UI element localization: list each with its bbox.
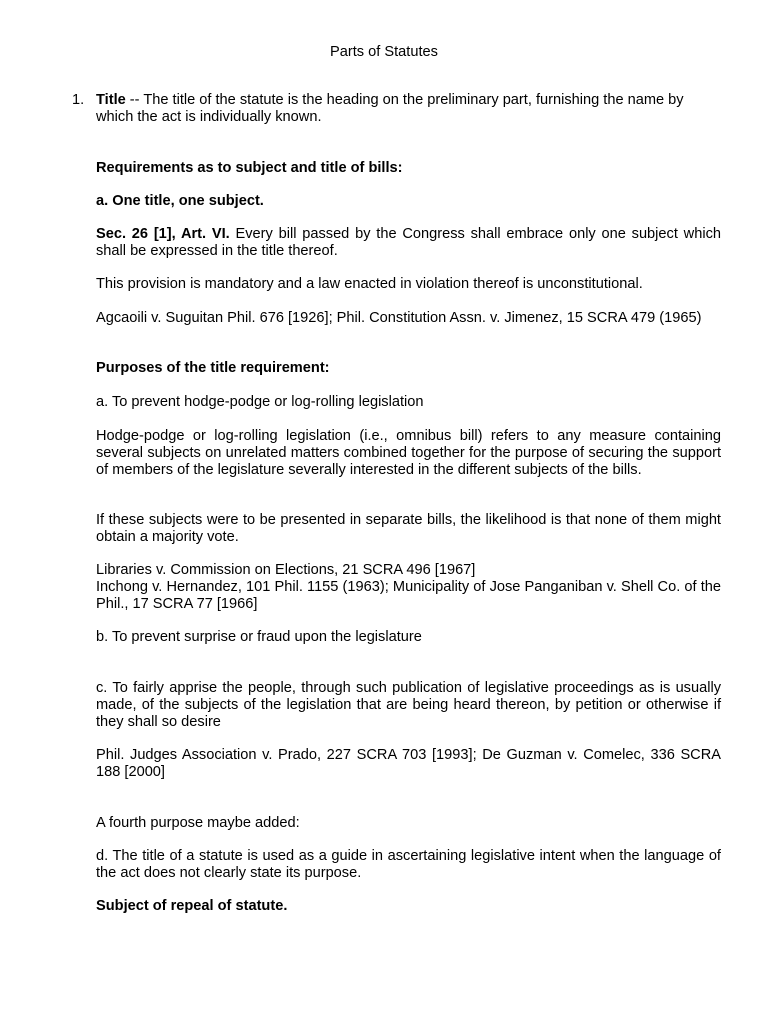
sec26-reference: Sec. 26 [1], Art. VI. (96, 226, 230, 242)
hodge-podge-definition: Hodge-podge or log-rolling legislation (i.e., omnibus bill) refers to any measure containing several subjects on unrelated matters combined together for the purpose of securing the support of members of the legislature severally interested in the different subjects of the bills. (96, 428, 721, 478)
term-title: Title (96, 92, 126, 108)
citation-judges: Phil. Judges Association v. Prado, 227 SCRA 703 [1993]; De Guzman v. Comelec, 336 SCRA 188 [2000] (96, 747, 721, 780)
purpose-a: a. To prevent hodge-podge or log-rolling legislation (96, 394, 424, 410)
mandatory-paragraph: This provision is mandatory and a law enacted in violation thereof is unconstitutional. (96, 276, 643, 292)
sec26-paragraph (96, 226, 721, 260)
citation-agcaoili: Agcaoili v. Suguitan Phil. 676 [1926]; Phil. Constitution Assn. v. Jimenez, 15 SCRA 479 (1965) (96, 310, 702, 326)
sec26-text: Every bill passed by the Congress shall embrace only one subject which shall be expressed in the title thereof. (96, 226, 721, 259)
page-title: Parts of Statutes (330, 44, 438, 60)
repeal-heading: Subject of repeal of statute. (96, 898, 288, 914)
purpose-c: c. To fairly apprise the people, through such publication of legislative proceedings as is usually made, of the subjects of the legislation that are being heard thereon, by petition or otherwise if they shall so desire (96, 680, 721, 730)
title-definition: -- The title of the statute is the heading on the preliminary part, furnishing the name by which the act is individually known. (96, 92, 684, 125)
purposes-heading: Purposes of the title requirement: (96, 360, 330, 376)
one-title-heading: a. One title, one subject. (96, 193, 264, 209)
list-item-title (72, 92, 721, 126)
citation-inchong: Inchong v. Hernandez, 101 Phil. 1155 (1963); Municipality of Jose Panganiban v. Shell Co. of the Phil., 17 SCRA 77 [1966] (96, 579, 721, 612)
list-number: 1. (72, 92, 85, 108)
requirements-heading: Requirements as to subject and title of bills: (96, 160, 403, 176)
purpose-b: b. To prevent surprise or fraud upon the legislature (96, 629, 422, 645)
list-item-body (96, 92, 721, 126)
purpose-d: d. The title of a statute is used as a guide in ascertaining legislative intent when the language of the act does not clearly state its purpose. (96, 848, 721, 881)
fourth-purpose: A fourth purpose maybe added: (96, 815, 300, 831)
separate-bills-paragraph: If these subjects were to be presented in separate bills, the likelihood is that none of them might obtain a majority vote. (96, 512, 721, 545)
citation-libraries: Libraries v. Commission on Elections, 21 SCRA 496 [1967] (96, 562, 476, 578)
